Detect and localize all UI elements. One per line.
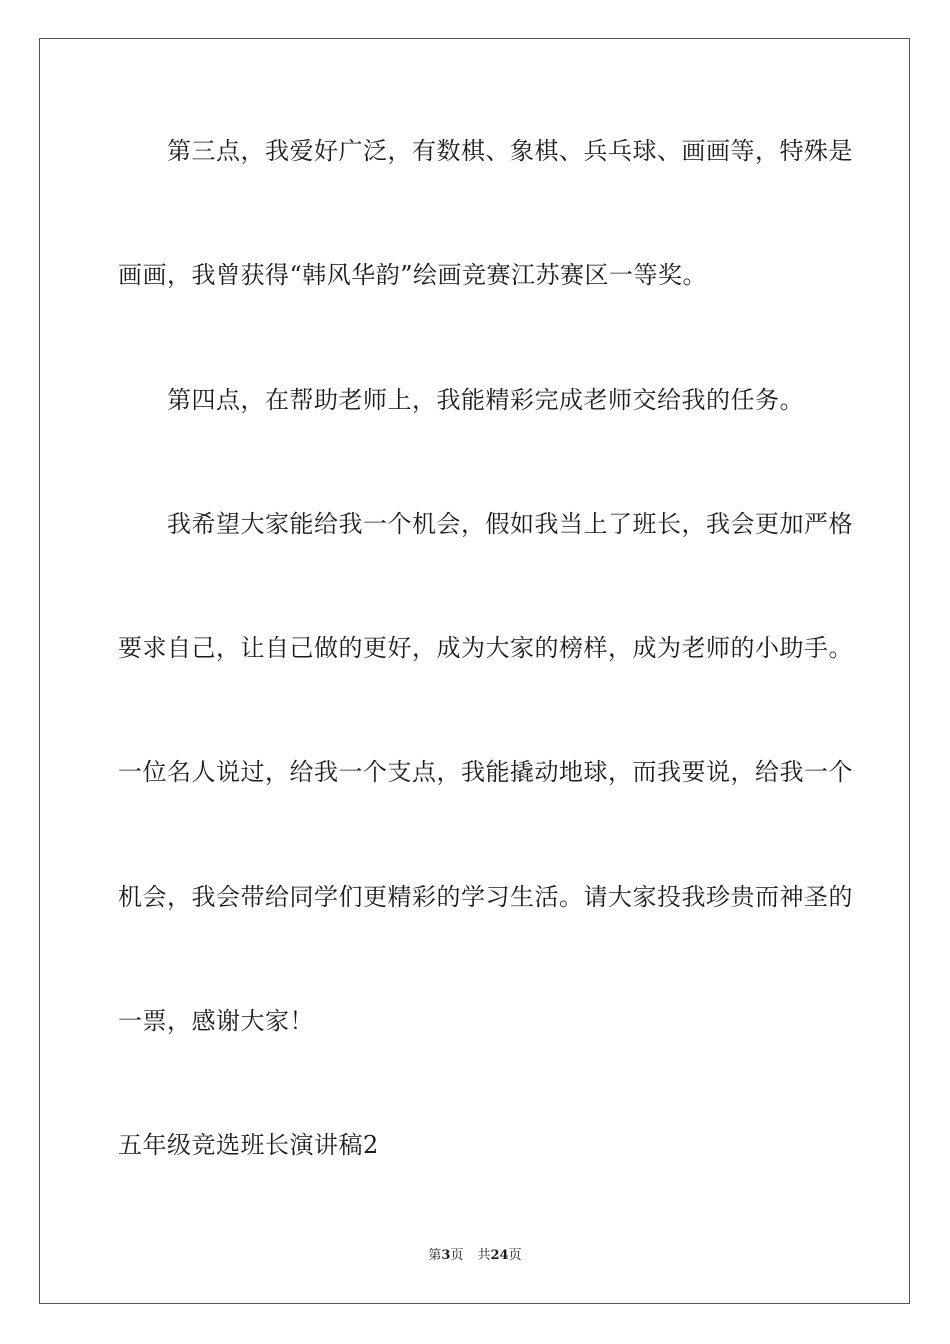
page-footer xyxy=(0,1247,950,1265)
footer-total-prefix: 共 xyxy=(477,1248,491,1263)
footer-page-total: 24 xyxy=(490,1248,509,1263)
page-border xyxy=(39,38,910,1304)
paragraph-line-3: 第四点，在帮助老师上，我能精彩完成老师交给我的任务。 xyxy=(118,386,804,414)
paragraph-line-1: 第三点，我爱好广泛，有数棋、象棋、兵乓球、画画等，特殊是 xyxy=(118,137,853,165)
paragraph-line-8: 一票，感谢大家！ xyxy=(118,1007,314,1035)
section-heading: 五年级竞选班长演讲稿2 xyxy=(118,1131,379,1159)
footer-total-suffix: 页 xyxy=(508,1248,522,1263)
paragraph-line-2: 画画，我曾获得“韩风华韵”绘画竞赛江苏赛区一等奖。 xyxy=(118,261,708,289)
footer-page-prefix: 第 xyxy=(428,1248,442,1263)
paragraph-line-6: 一位名人说过，给我一个支点，我能撬动地球，而我要说，给我一个 xyxy=(118,758,853,786)
footer-page-suffix: 页 xyxy=(450,1248,464,1263)
paragraph-line-5: 要求自己，让自己做的更好，成为大家的榜样，成为老师的小助手。 xyxy=(118,634,853,662)
footer-page-current: 3 xyxy=(441,1248,451,1263)
paragraph-line-7: 机会，我会带给同学们更精彩的学习生活。请大家投我珍贵而神圣的 xyxy=(118,883,853,911)
paragraph-line-4: 我希望大家能给我一个机会，假如我当上了班长，我会更加严格 xyxy=(118,510,853,538)
